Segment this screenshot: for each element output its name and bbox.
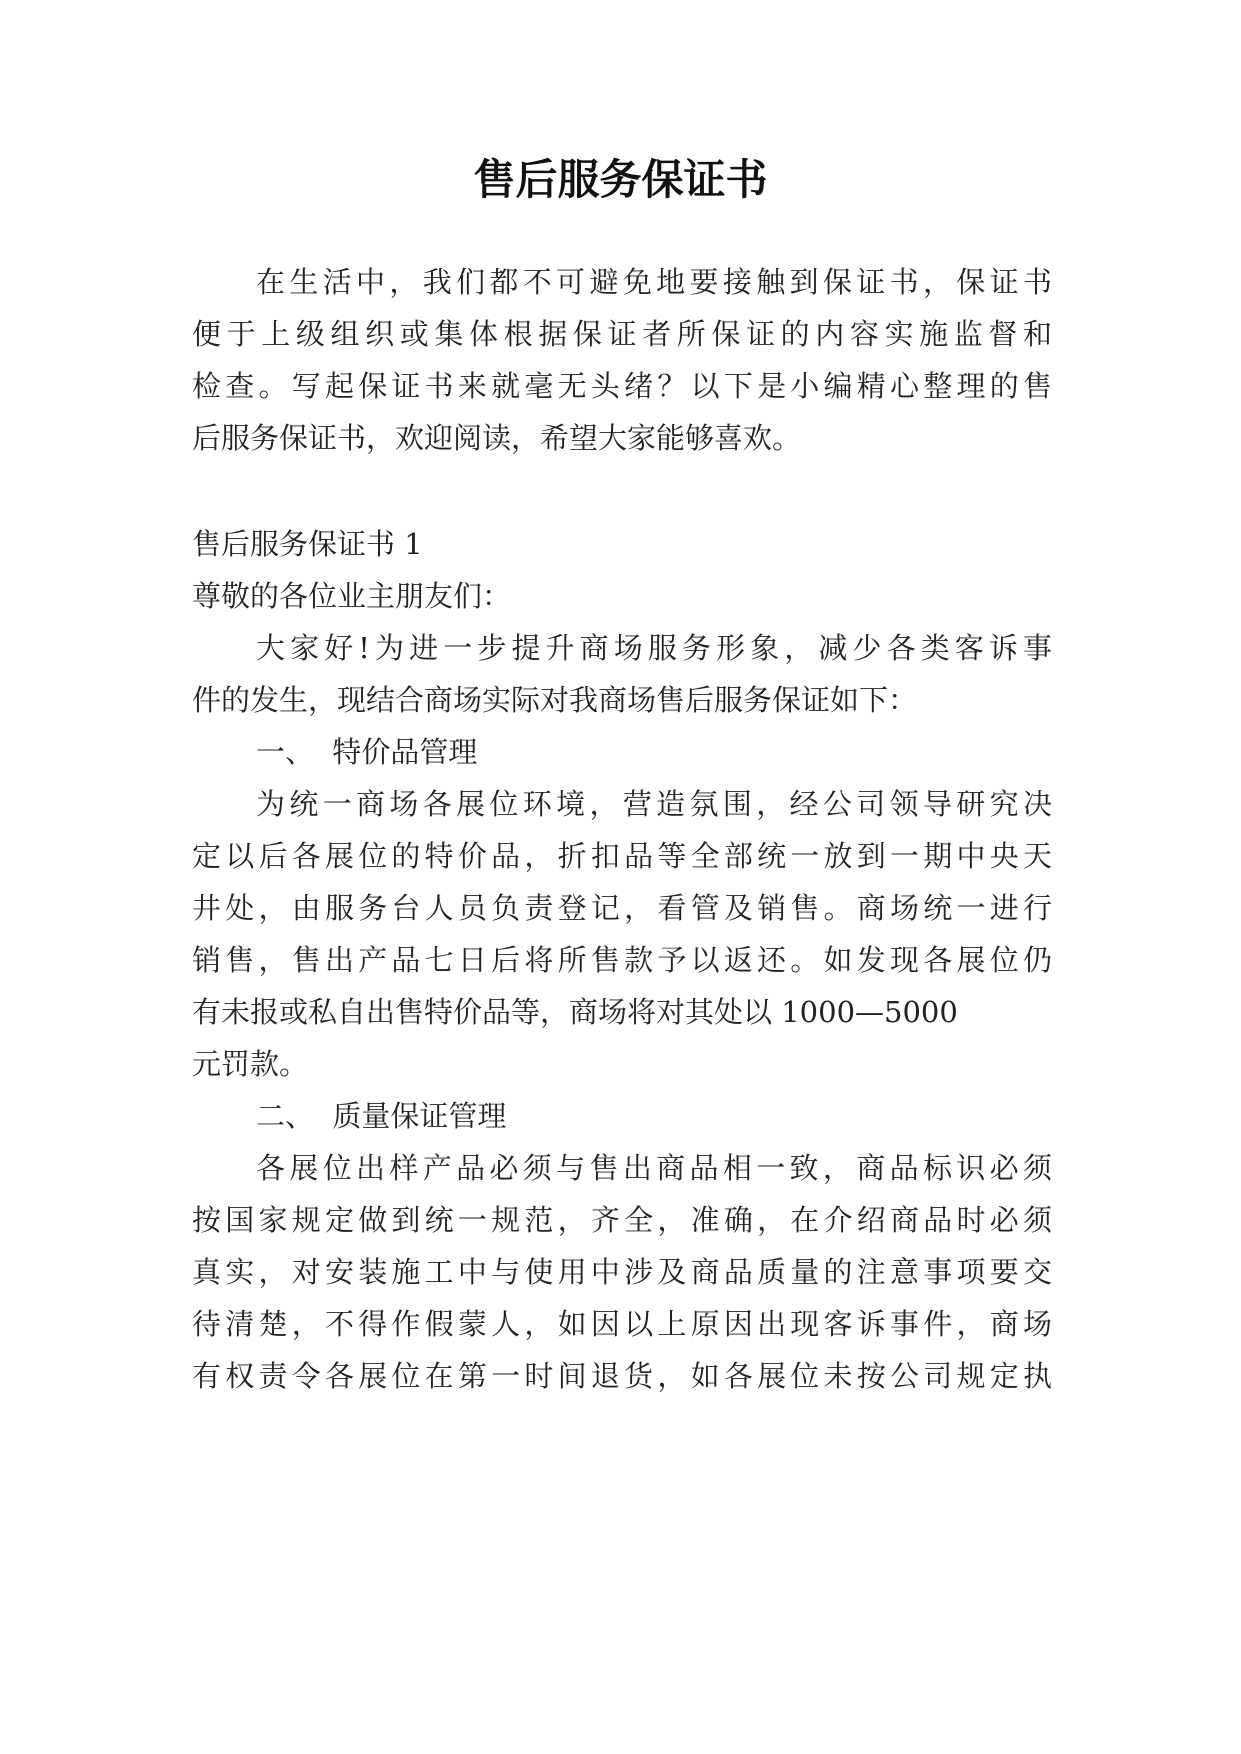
item2-line-3: 真实，对安装施工中与使用中涉及商品质量的注意事项要交	[192, 1255, 1052, 1289]
item1-line-5: 有未报或私自出售特价品等，商场将对其处以 1000—5000	[192, 995, 958, 1029]
item2-heading: 二、 质量保证管理	[256, 1099, 507, 1133]
item1-line-1: 为统一商场各展位环境，营造氛围，经公司领导研究决	[256, 787, 1052, 821]
item1-line-6: 元罚款。	[192, 1047, 309, 1081]
item2-line-4: 待清楚，不得作假蒙人，如因以上原因出现客诉事件，商场	[192, 1307, 1052, 1341]
intro-line-1: 在生活中，我们都不可避免地要接触到保证书，保证书	[256, 265, 1052, 299]
document-title: 售后服务保证书	[473, 155, 768, 204]
item2-line-2: 按国家规定做到统一规范，齐全，准确，在介绍商品时必须	[192, 1203, 1052, 1237]
intro-line-3: 检查。写起保证书来就毫无头绪？以下是小编精心整理的售	[192, 369, 1052, 403]
intro-line-2: 便于上级组织或集体根据保证者所保证的内容实施监督和	[192, 317, 1052, 351]
intro-line-4: 后服务保证书，欢迎阅读，希望大家能够喜欢。	[192, 421, 802, 455]
item1-line-2: 定以后各展位的特价品，折扣品等全部统一放到一期中央天	[192, 839, 1052, 873]
item2-line-5: 有权责令各展位在第一时间退货，如各展位未按公司规定执	[192, 1359, 1052, 1393]
section-heading: 售后服务保证书 1	[192, 527, 423, 561]
item2-line-1: 各展位出样产品必须与售出商品相一致，商品标识必须	[256, 1151, 1052, 1185]
item1-line-4: 销售，售出产品七日后将所售款予以返还。如发现各展位仍	[192, 943, 1052, 977]
item1-line-3: 井处，由服务台人员负责登记，看管及销售。商场统一进行	[192, 891, 1052, 925]
greeting-line-2: 件的发生，现结合商场实际对我商场售后服务保证如下：	[192, 683, 918, 717]
salutation: 尊敬的各位业主朋友们：	[192, 579, 512, 613]
item1-heading: 一、 特价品管理	[256, 735, 478, 769]
greeting-line-1: 大家好!为进一步提升商场服务形象，减少各类客诉事	[256, 631, 1052, 665]
